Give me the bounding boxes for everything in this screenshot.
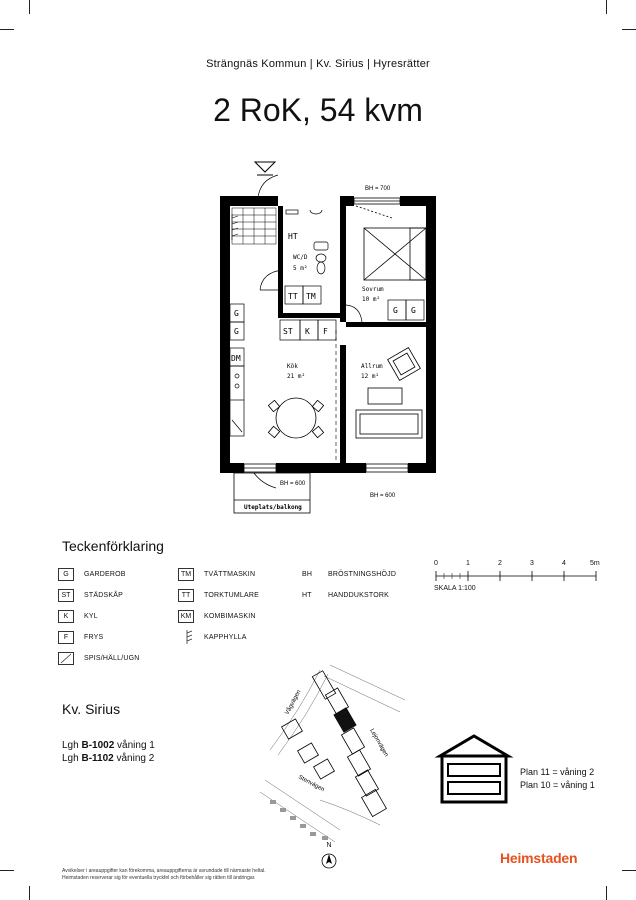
scale-tick-0: 0	[434, 560, 438, 567]
bh-top-label: BH = 700	[365, 186, 391, 192]
g-mark-2: G	[411, 306, 416, 315]
wall-left	[220, 196, 230, 473]
bedroom-area: 10 m²	[362, 296, 381, 303]
tt-mark: TT	[288, 292, 298, 301]
street-vagvagen: Vågvägen	[284, 689, 303, 716]
wall-bottom-b	[276, 463, 366, 473]
scale-ruler	[430, 568, 600, 584]
legend-label-tt: TORKTUMLARE	[204, 592, 259, 599]
wc-area: 5 m²	[293, 265, 308, 272]
north-arrow-icon	[320, 852, 338, 870]
abbr-code-bh: BH	[302, 571, 313, 578]
crop-mark-br	[606, 886, 607, 900]
st-mark: ST	[283, 327, 293, 336]
entrance-marker-icon	[255, 162, 275, 172]
scale-label: SKALA 1:100	[434, 585, 476, 592]
bh-bottom-left-label: BH = 600	[280, 481, 306, 487]
wc-name: WC/D	[293, 254, 308, 261]
g-mark-1: G	[393, 306, 398, 315]
wall-bed-wc	[340, 196, 346, 322]
wall-bed-bottom	[346, 322, 426, 327]
wall-bottom-c	[408, 463, 436, 473]
legend-label-k: KYL	[84, 613, 98, 620]
bh-bottom-right-label: BH = 600	[370, 493, 396, 499]
building-elevation-icon	[434, 734, 514, 806]
scale-tick-5: 5m	[590, 560, 600, 567]
kitchen-name: Kök	[287, 363, 298, 370]
crop-mark-bl	[29, 886, 30, 900]
balcony-label: Uteplats/balkong	[244, 504, 302, 511]
abbr-label-bh: BRÖSTNINGSHÖJD	[328, 571, 397, 578]
lgh-line-1: Lgh B-1002 våning 1	[62, 740, 155, 751]
wall-wc-left	[278, 206, 283, 316]
legend-code-f: F	[58, 631, 74, 644]
legend-code-tt: TT	[178, 589, 194, 602]
bedroom-name: Sovrum	[362, 286, 384, 293]
wall-bottom-a	[220, 463, 244, 473]
crop-mark-bl-h	[0, 870, 14, 871]
legend-label-st: STÄDSKÅP	[84, 592, 123, 599]
abbr-label-ht: HANDDUKSTORK	[328, 592, 390, 599]
legend-code-st: ST	[58, 589, 74, 602]
crop-mark-br-h	[622, 870, 636, 871]
street-stenvagen: Stenvägen	[297, 774, 326, 794]
legend-code-km: KM	[178, 610, 194, 623]
stove-icon	[58, 652, 74, 665]
footnote-line-2: Heimstaden reserverar sig för eventuella tryckfel och förbehåller sig rätten till ändringar.	[62, 875, 256, 881]
living-area: 12 m²	[361, 373, 380, 380]
f-mark: F	[323, 327, 328, 336]
lgh-line-2: Lgh B-1102 våning 2	[62, 753, 155, 764]
brand-logo: Heimstaden	[500, 850, 578, 866]
wall-right	[426, 196, 436, 473]
g-mark-4: G	[234, 327, 239, 336]
plan-10-note: Plan 10 = våning 1	[520, 780, 595, 790]
legend-label-g: GARDEROB	[84, 571, 126, 578]
legend-code-g: G	[58, 568, 74, 581]
g-mark-3: G	[234, 309, 239, 318]
k-mark: K	[305, 327, 310, 336]
page-subtitle: Strängnäs Kommun | Kv. Sirius | Hyresrätter	[206, 58, 430, 70]
wall-wc-bottom	[278, 313, 340, 318]
north-label: N	[326, 842, 332, 849]
legend-label-stove: SPIS/HÄLL/UGN	[84, 655, 140, 662]
legend-label-km: KOMBIMASKIN	[204, 613, 256, 620]
scale-tick-3: 3	[530, 560, 534, 567]
kitchen-area: 21 m²	[287, 373, 306, 380]
legend-code-k: K	[58, 610, 74, 623]
abbr-code-ht: HT	[302, 592, 312, 599]
page-title: 2 RoK, 54 kvm	[213, 92, 423, 128]
tm-mark: TM	[306, 292, 316, 301]
plan-11-note: Plan 11 = våning 2	[520, 767, 595, 777]
wall-kitchen-living	[340, 345, 346, 463]
legend-label-f: FRYS	[84, 634, 104, 641]
site-title: Kv. Sirius	[62, 701, 121, 717]
living-name: Allrum	[361, 363, 383, 370]
legend-label-coat-rack: KAPPHYLLA	[204, 634, 247, 641]
scale-tick-1: 1	[466, 560, 470, 567]
dm-mark: DM	[231, 354, 241, 363]
footnote-line-1: Avvikelser i areauppgifter kan förekomma, areauppgifterna är avrundade till närmaste heltal.	[62, 868, 266, 874]
coat-rack-icon	[180, 630, 194, 644]
scale-tick-2: 2	[498, 560, 502, 567]
legend-code-tm: TM	[178, 568, 194, 581]
site-map	[260, 660, 410, 860]
legend-title: Teckenförklaring	[62, 538, 164, 554]
street-lejonvagen: Lejonvägen	[368, 728, 389, 758]
scale-tick-4: 4	[562, 560, 566, 567]
ht-mark: HT	[288, 232, 298, 241]
legend-label-tm: TVÄTTMASKIN	[204, 571, 256, 578]
